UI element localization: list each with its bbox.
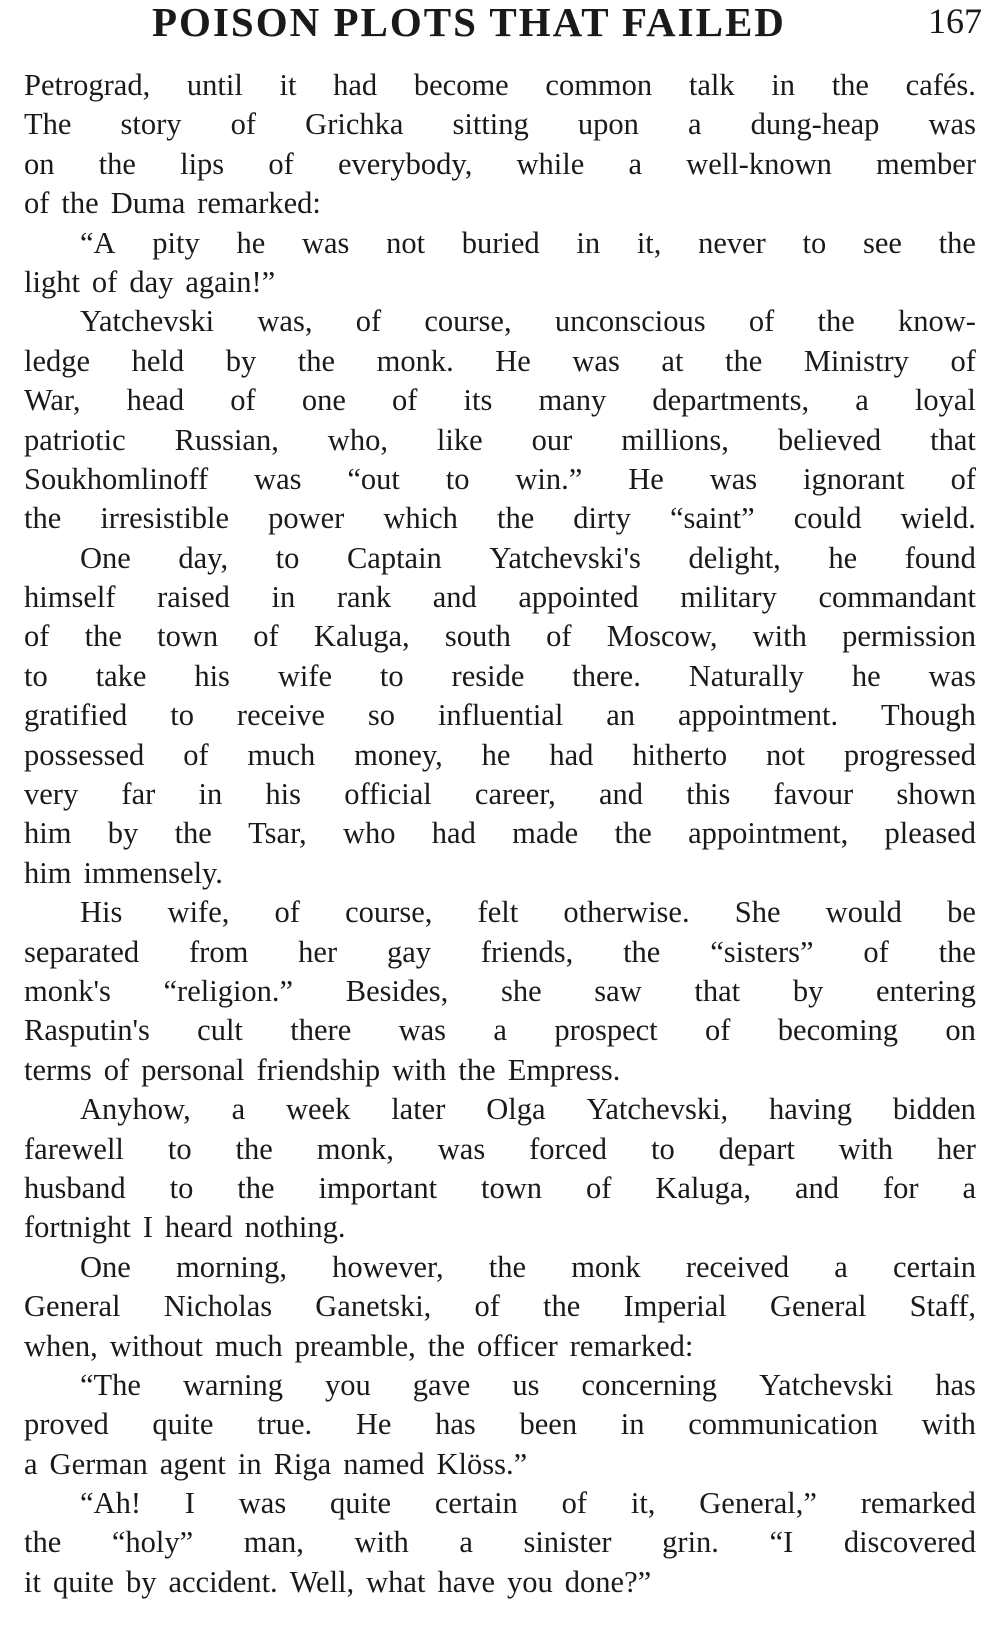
text-line: the “holy” man, with a sinister grin. “I discovered xyxy=(24,1525,976,1560)
text-line: possessed of much money, he had hitherto not progressed xyxy=(24,737,976,772)
running-header xyxy=(22,0,982,48)
text-line: the irresistible power which the dirty “saint” could wield. xyxy=(24,501,976,536)
text-line: “The warning you gave us concerning Yatchevski has xyxy=(80,1367,976,1402)
text-line: husband to the important town of Kaluga, and for a xyxy=(24,1170,976,1205)
text-line: War, head of one of its many departments, a loyal xyxy=(24,383,976,418)
text-line: him by the Tsar, who had made the appointment, pleased xyxy=(24,816,976,851)
text-line: on the lips of everybody, while a well-known member xyxy=(24,146,976,181)
text-line: One morning, however, the monk received a certain xyxy=(80,1249,976,1284)
text-line: fortnight I heard nothing. xyxy=(24,1210,346,1245)
text-line: patriotic Russian, who, like our millions, believed that xyxy=(24,422,976,457)
text-line: “Ah! I was quite certain of it, General,” remarked xyxy=(80,1486,976,1521)
text-line: Yatchevski was, of course, unconscious of the know- xyxy=(80,304,976,339)
running-title: POISON PLOTS THAT FAILED xyxy=(152,0,786,45)
text-line: Petrograd, until it had become common talk in the cafés. xyxy=(24,68,976,102)
text-line: of the town of Kaluga, south of Moscow, with permission xyxy=(24,619,976,654)
text-line: light of day again!” xyxy=(24,264,276,299)
text-line: gratified to receive so influential an appointment. Though xyxy=(24,698,976,733)
text-line: very far in his official career, and this favour shown xyxy=(24,777,976,812)
text-line: General Nicholas Ganetski, of the Imperial General Staff, xyxy=(24,1289,976,1324)
text-line: Soukhomlinoff was “out to win.” He was ignorant of xyxy=(24,461,976,496)
page-number: 167 xyxy=(928,1,982,41)
text-line: terms of personal friendship with the Empress. xyxy=(24,1052,621,1087)
text-line: it quite by accident. Well, what have you done?” xyxy=(24,1564,652,1599)
text-line: The story of Grichka sitting upon a dung-heap was xyxy=(24,107,976,142)
text-line: ledge held by the monk. He was at the Ministry of xyxy=(24,343,976,378)
text-line: farewell to the monk, was forced to depart with her xyxy=(24,1131,976,1166)
text-line: Rasputin's cult there was a prospect of becoming on xyxy=(24,1013,976,1048)
text-line: separated from her gay friends, the “sisters” of the xyxy=(24,934,976,969)
text-line: to take his wife to reside there. Naturally he was xyxy=(24,658,976,693)
text-line: “A pity he was not buried in it, never to see the xyxy=(80,225,976,260)
text-line: when, without much preamble, the officer remarked: xyxy=(24,1328,694,1363)
text-line: him immensely. xyxy=(24,855,223,890)
text-line: Anyhow, a week later Olga Yatchevski, having bidden xyxy=(80,1092,976,1127)
body-text xyxy=(24,66,976,1602)
text-line: One day, to Captain Yatchevski's delight, he found xyxy=(80,540,976,575)
text-line: a German agent in Riga named Klöss.” xyxy=(24,1446,528,1481)
text-line: His wife, of course, felt otherwise. She would be xyxy=(80,895,976,930)
text-line: of the Duma remarked: xyxy=(24,186,321,221)
text-line: monk's “religion.” Besides, she saw that by entering xyxy=(24,973,976,1008)
text-line: proved quite true. He has been in communication with xyxy=(24,1407,976,1442)
text-line: himself raised in rank and appointed military commandant xyxy=(24,580,976,615)
